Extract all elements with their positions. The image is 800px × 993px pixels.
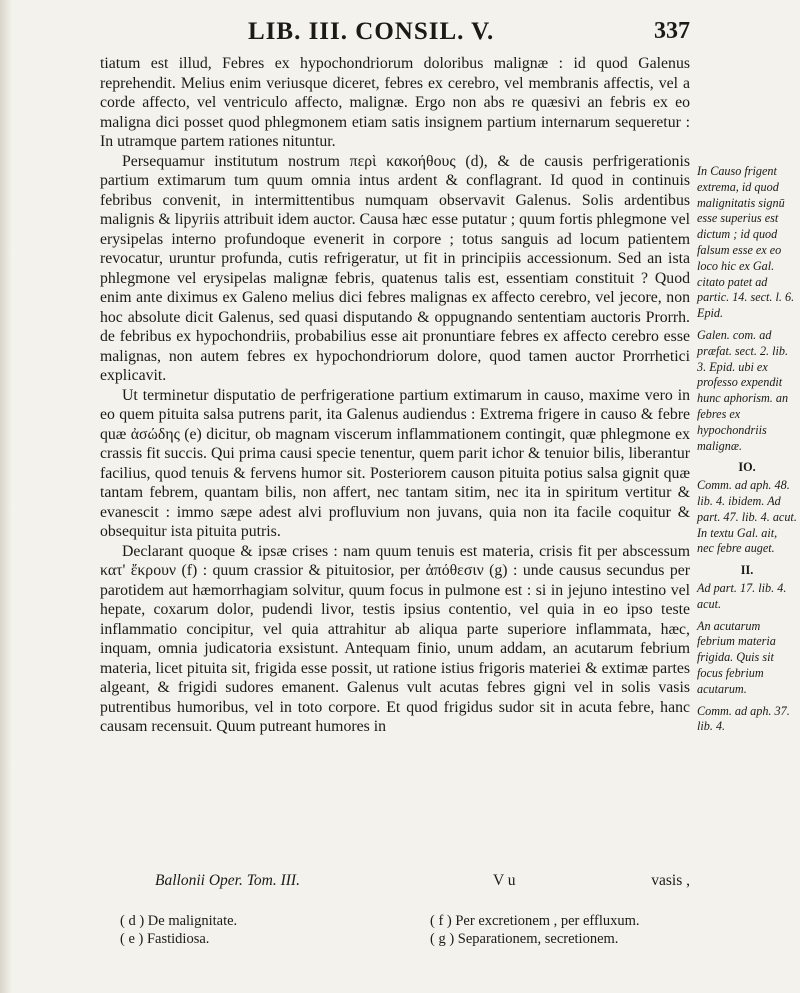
running-title: LIB. III. CONSIL. V. (248, 18, 495, 45)
page-number: 337 (654, 18, 690, 44)
margin-note: Comm. ad aph. 37. lib. 4. (697, 703, 790, 734)
footnote: ( d ) De malignitate. (120, 913, 238, 929)
margin-note: Ad part. 17. lib. 4. acut. (697, 580, 787, 611)
gathering-mark: V u (493, 872, 516, 889)
footnote: ( g ) Separationem, secretionem. (430, 931, 619, 947)
page-gutter-shadow (0, 0, 12, 993)
catchword: vasis , (651, 872, 690, 889)
margin-note: In Causo frigent extrema, id quod malignitatis signū esse superius est dictum ; id quod falsum esse ex eo loco hic ex Gal. citato patet ad partic. 14. sect. l. 6. Epid. (697, 164, 795, 321)
paragraph: tiatum est illud, Febres ex hypochondriorum doloribus malignæ : id quod Galenus reprehendit. Melius enim veriusque diceret, febres ex cerebro, vel membranis affectis, vel a corde affecto, vel ventriculo affecto, malignæ. Ergo non abs re quæsivi an febris ex eo maligna dici posset quod phlegmonem etiam satis insignem partium internarum sequeretur : In utramque partem rationes nituntur. (100, 55, 690, 150)
paragraph: Persequamur institutum nostrum περὶ κακοήθους (d), & de causis perfrigerationis partium extimarum tum quum omnia intus ardent & conflagrant. Id quod in continuis febribus convenit, in intermittentibus numquam observavit Galenus. Solis ardentibus malignis & lipyriis attribuit idem auctor. Causa hæc esse putatur ; quum fortis phlegmone vel erysipelas interno profundoque evenerit in corpore ; totus sanguis ad locum patientem revocatur, uruntur profunda, cutis refrigeratur, ut fit in principiis accessionum. Sed an ista phlegmone vel erysipelas malignæ febris, quatenus talis est, essentiam constituit ? Quod enim ante diximus ex Galeno melius dici febres malignas ex affecto cerebro, vel jecore, non hoc absolute dicit Galenus, sed quasi disputando & oppugnando sententiam auctoris Prorrh. de febribus ex hypochondriis, probabilius esse ait pronuntiare febres ex affecto cerebro esse malignas, non autem febres ex hypochondriorum dolore, quod tamen auctor Prorrhetici explicavit. (100, 152, 690, 384)
running-header (100, 14, 690, 48)
main-text (100, 54, 690, 737)
margin-section-number: II. (740, 563, 754, 578)
footnote: ( f ) Per excretionem , per effluxum. (430, 913, 640, 929)
margin-note: Comm. ad aph. 48. lib. 4. ibidem. Ad part. 47. lib. 4. acut. In textu Gal. ait, nec febre auget. (697, 478, 797, 556)
paragraph: Declarant quoque & ipsæ crises : nam quum tenuis est materia, crisis fit per abscessum κατ' ἔκρουν (f) : quum crassior & pituitosior, per ἀπόθεσιν (g) : unde causus secundus per parotidem aut hæmorrhagiam solvitur, quum focus in pulmone est : si in jejuno intestino vel hepate, coxarum dolor, pudendi livor, testis ipsius contentio, vel quia in eo ipso teste inflammatio concipitur, vel quia attrahitur ab aliqua parte superiore inflammata, hæc, inquam, omnia judicatoria exsistunt. Antequam finio, unum addam, an acutarum febrium materia, licet pituita sit, frigida esse possit, ut ratione istius frigoris materiei & extimæ partes algeant, & frigidi sudores emanent. Galenus vult acutas febres gigni vel in solis vasis putrentibus humoribus, vel in toto corpore. Et quod frigidus sudor sit in acuta febre, hanc causam recensuit. Quum putreant humores in (100, 542, 690, 735)
margin-notes (697, 164, 797, 741)
paragraph: Ut terminetur disputatio de perfrigeratione partium extimarum in causo, maxime vero in eo quem pituita salsa putrens parit, ita Galenus audiendus : Extrema frigere in causo & febre quæ ἀσώδης (e) dicitur, ob magnam viscerum inflammationem contingit, quæ phlegmone ex crassis fit succis. Qui prima causi specie tenentur, quem parit ichor & tenuior bilis, liberantur facilius, quod tenuis & fervens humor sit. Posteriorem causon pituita potius salsa gignit quæ tantam febrem, quantam bilis, non affert, nec tantam sitim, nec ita in spiritum vertitur & evanescit : immo sæpe adest alvi profluvium non juvans, quia non ita facile coquitur & obsequitur ista pituita putris. (100, 386, 690, 540)
margin-note: Galen. com. ad præfat. sect. 2. lib. 3. Epid. ubi ex professo expendit hunc aphorism. an febres ex hypochondriis malignæ. (697, 327, 789, 453)
margin-note: An acutarum febrium materia frigida. Quis sit focus febrium acutarum. (697, 618, 776, 696)
footnote: ( e ) Fastidiosa. (120, 931, 210, 947)
signature-mark: Ballonii Oper. Tom. III. (155, 872, 300, 889)
margin-section-number: IO. (738, 460, 756, 475)
